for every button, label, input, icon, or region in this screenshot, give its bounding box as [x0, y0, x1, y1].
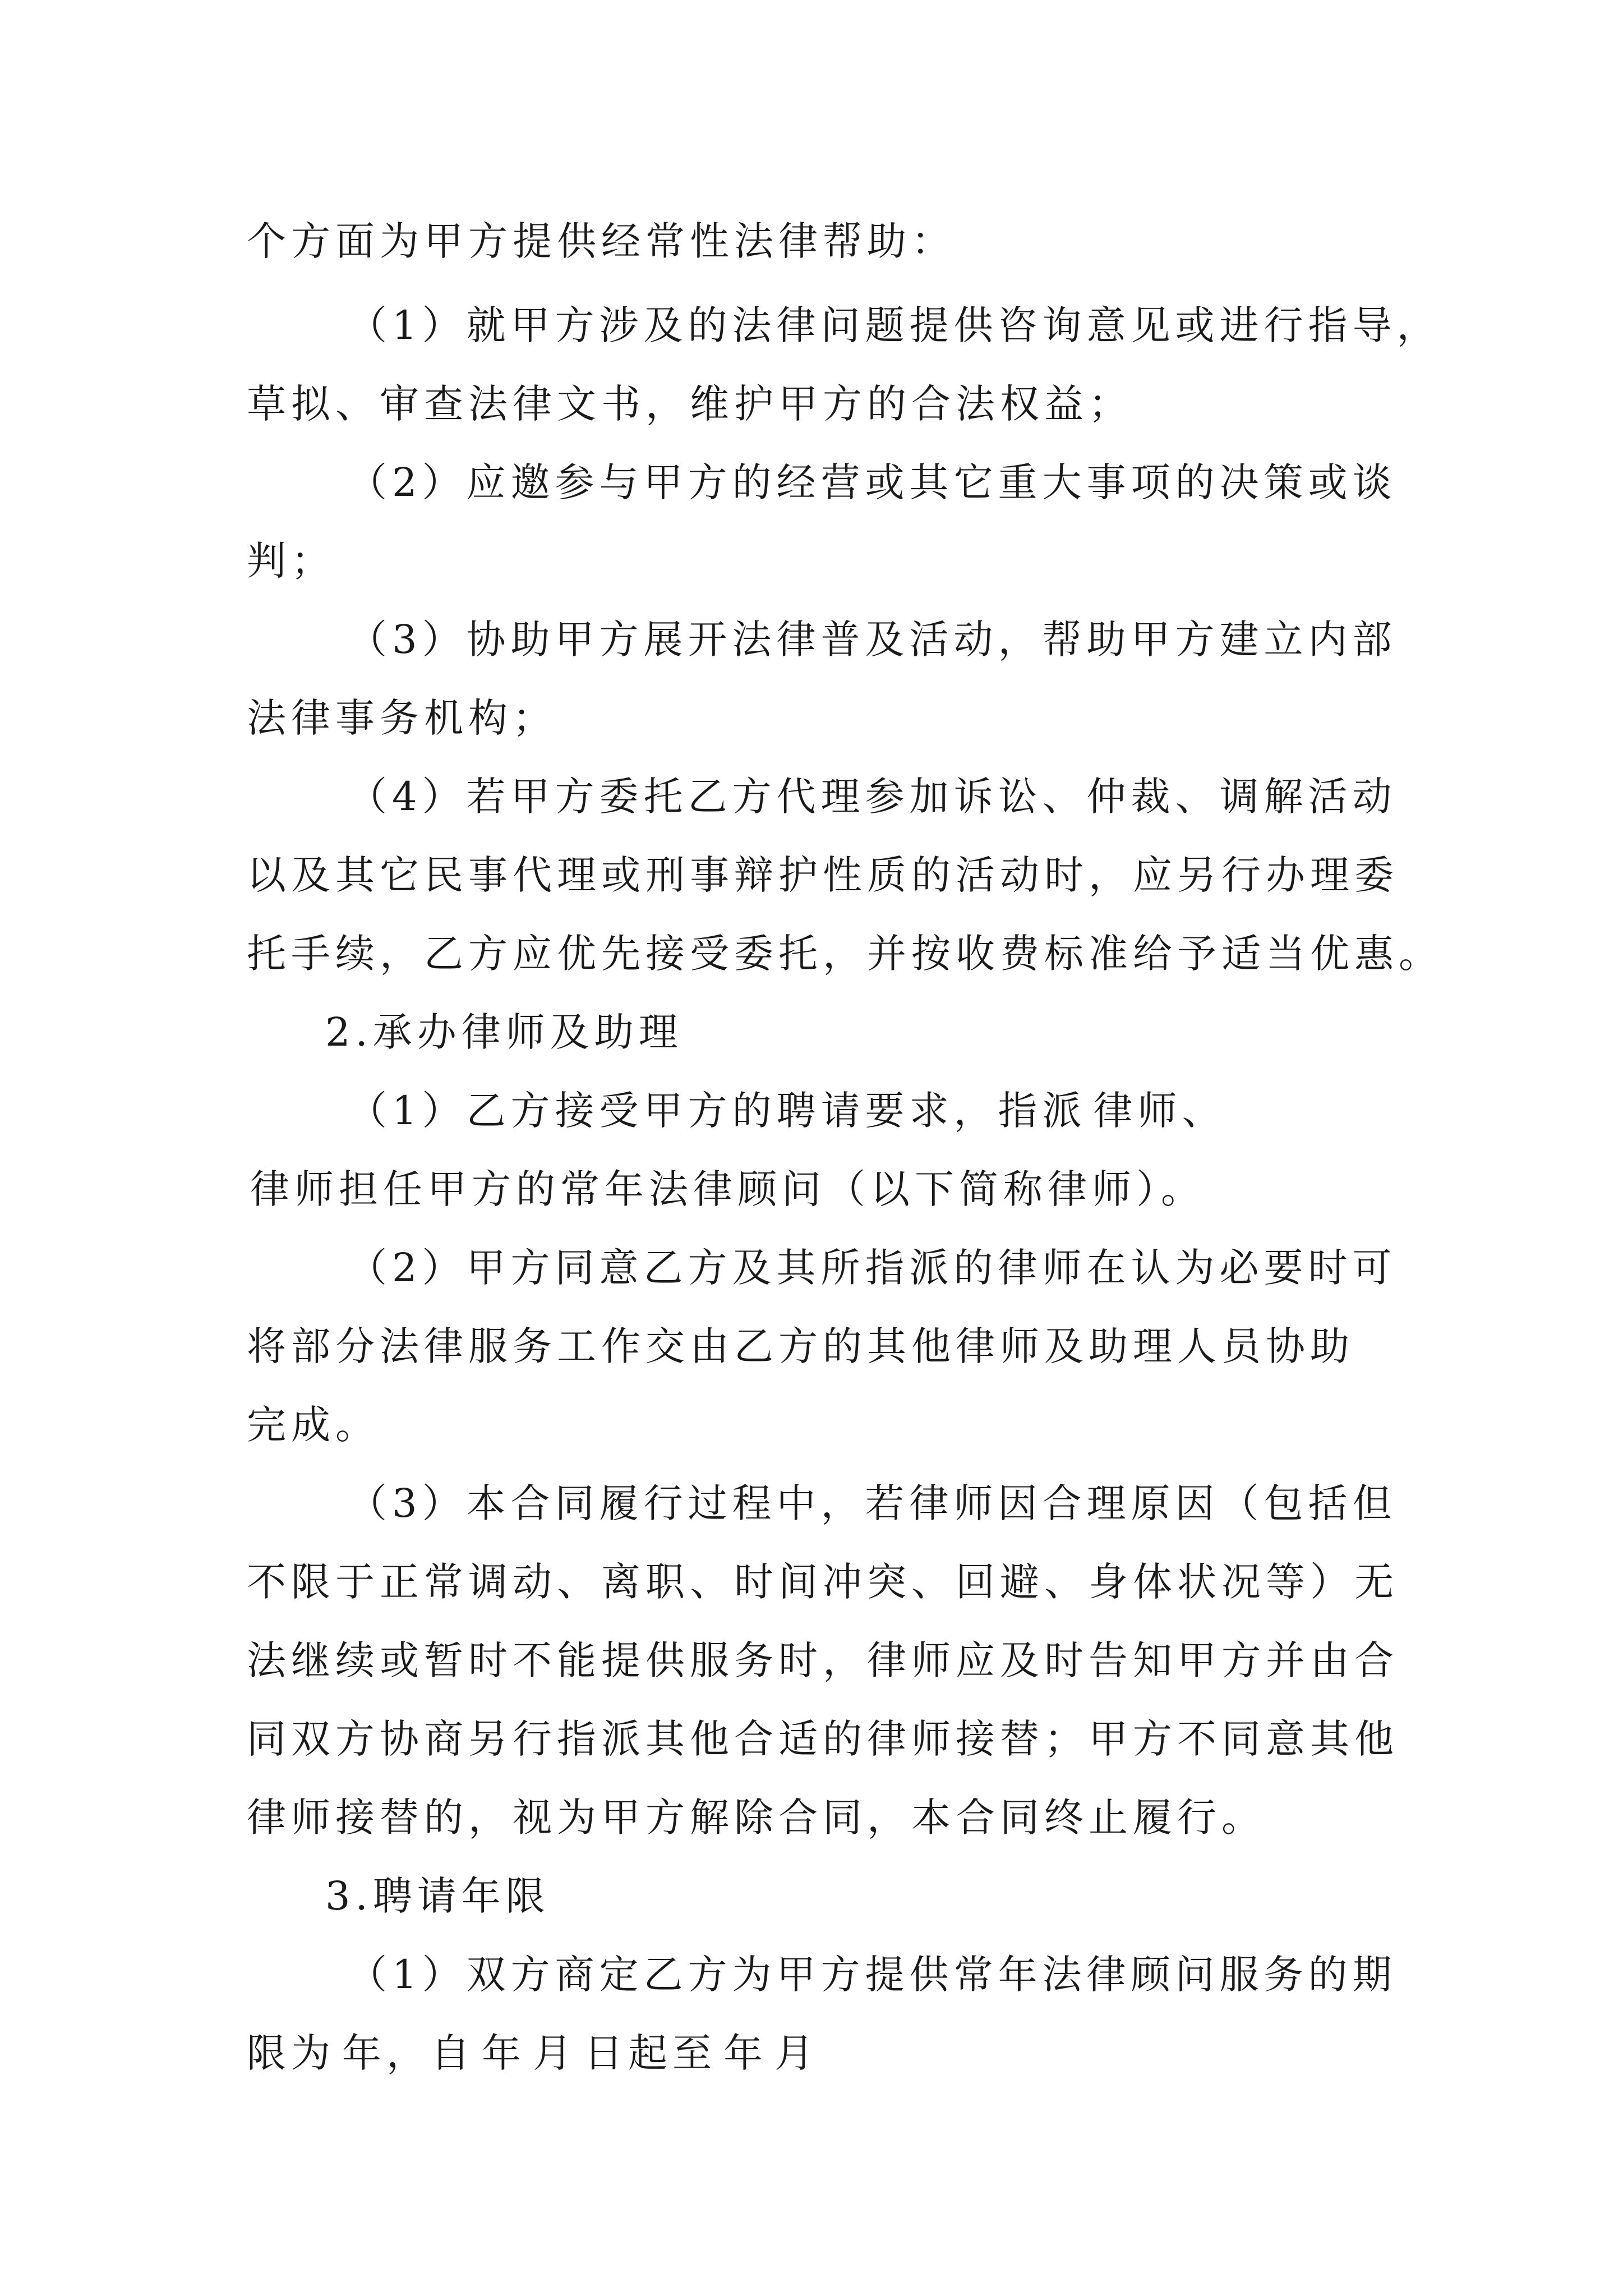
text-line: 法律事务机构； — [247, 695, 557, 741]
section-heading: 3.聘请年限 — [325, 1873, 550, 1919]
text-line: （4）若甲方委托乙方代理参加诉讼、仲裁、调解活动 — [348, 774, 1397, 820]
text-line: 个方面为甲方提供经常性法律帮助： — [247, 218, 956, 264]
text-line: 托手续，乙方应优先接受委托，并按收费标准给予适当优惠。 — [247, 931, 1443, 977]
text-line: 草拟、审查法律文书，维护甲方的合法权益； — [247, 381, 1133, 427]
text-line: 完成。 — [247, 1402, 380, 1448]
text-line: （3）本合同履行过程中，若律师因合理原因（包括但 — [348, 1480, 1397, 1526]
text-line: （3）协助甲方展开法律普及活动，帮助甲方建立内部 — [348, 616, 1397, 662]
text-line: （1）就甲方涉及的法律问题提供咨询意见或进行指导， — [348, 302, 1441, 348]
text-line: （1）双方商定乙方为甲方提供常年法律顾问服务的期 — [348, 1952, 1397, 1998]
text-line: 以及其它民事代理或刑事辩护性质的活动时，应另行办理委 — [247, 852, 1399, 898]
text-line: （2）应邀参与甲方的经营或其它重大事项的决策或谈 — [348, 459, 1397, 505]
text-line: （1）乙方接受甲方的聘请要求，指派 律师、 — [348, 1088, 1227, 1134]
section-heading: 2.承办律师及助理 — [325, 1009, 683, 1055]
text-line: 判； — [247, 538, 335, 584]
text-line: 将部分法律服务工作交由乙方的其他律师及助理人员协助 — [247, 1323, 1354, 1369]
text-line: 律师担任甲方的常年法律顾问（以下简称律师）。 — [250, 1166, 1205, 1212]
text-line: 限为 年，自 年 月 日起至 年 月 — [247, 2030, 819, 2076]
text-line: 法继续或暂时不能提供服务时，律师应及时告知甲方并由合 — [247, 1637, 1399, 1683]
text-line: （2）甲方同意乙方及其所指派的律师在认为必要时可 — [348, 1245, 1397, 1291]
text-line: 同双方协商另行指派其他合适的律师接替；甲方不同意其他 — [247, 1716, 1399, 1762]
text-line: 不限于正常调动、离职、时间冲突、回避、身体状况等）无 — [247, 1559, 1399, 1605]
text-line: 律师接替的，视为甲方解除合同，本合同终止履行。 — [247, 1795, 1266, 1841]
